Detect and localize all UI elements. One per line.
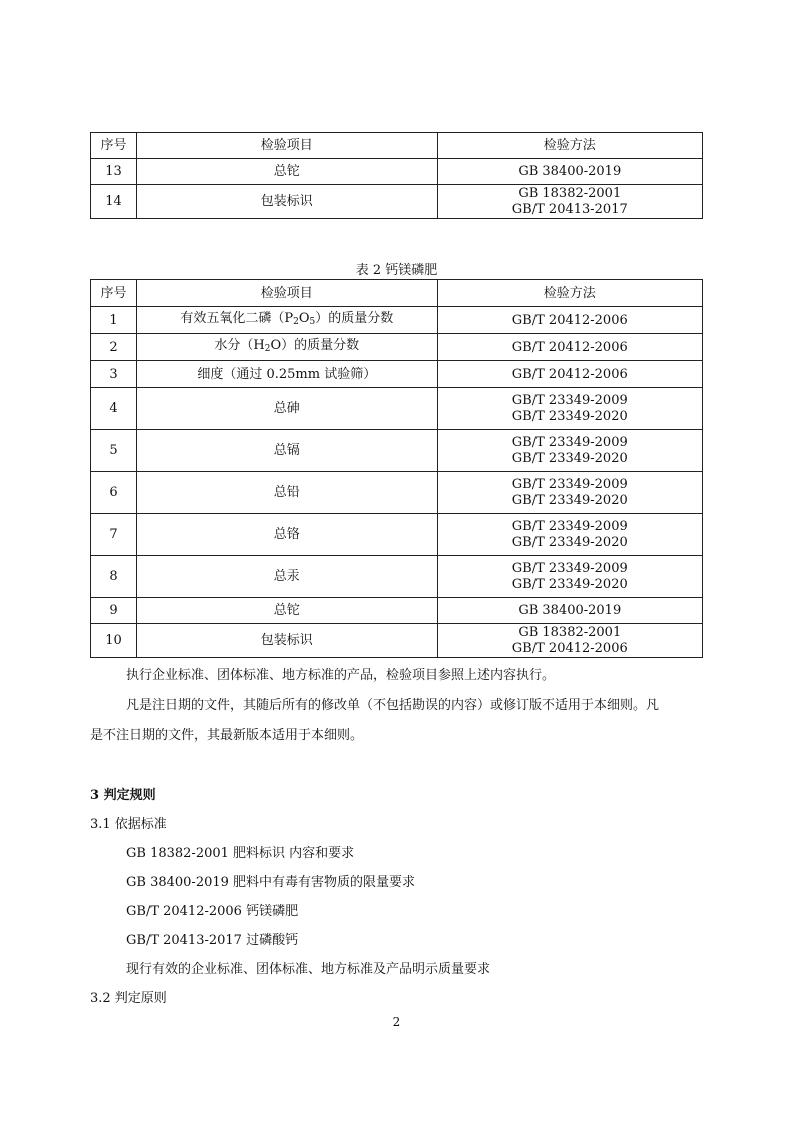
section-3-heading: 3 判定规则 — [90, 788, 156, 803]
cell-no: 6 — [91, 472, 137, 514]
cell-item — [137, 307, 437, 334]
header-cell: 序号 — [91, 280, 137, 307]
item-text: 水分（H — [214, 337, 265, 353]
method-line: GB/T 23349-2009 — [511, 476, 628, 492]
cell-item: 总铬 — [137, 514, 437, 556]
paragraph-2-line-1: 凡是注日期的文件，其随后所有的修改单（不包括勘误的内容）或修订版不适用于本细则。凡 — [126, 698, 660, 713]
cell-no: 2 — [91, 334, 137, 361]
cell-method: GB 38400-2019 — [437, 159, 702, 185]
cell-method: GB/T 20412-2006 — [437, 334, 702, 361]
cell-method — [437, 556, 702, 598]
cell-item: 总铊 — [137, 598, 437, 624]
section-3-1-heading: 3.1 依据标准 — [90, 817, 167, 832]
cell-item: 总镉 — [137, 430, 437, 472]
cell-method — [437, 514, 702, 556]
standard-item: GB/T 20412-2006 钙镁磷肥 — [126, 904, 299, 919]
item-text: O）的质量分数 — [270, 337, 360, 353]
cell-item: 总铅 — [137, 472, 437, 514]
method-line: GB/T 23349-2009 — [511, 560, 628, 576]
table-row — [91, 334, 703, 361]
header-cell: 检验项目 — [137, 133, 437, 159]
paragraph-1: 执行企业标准、团体标准、地方标准的产品，检验项目参照上述内容执行。 — [126, 668, 556, 683]
table-header-row — [91, 280, 703, 307]
cell-item: 细度（通过 0.25mm 试验筛） — [137, 361, 437, 388]
cell-no: 8 — [91, 556, 137, 598]
header-cell: 序号 — [91, 133, 137, 159]
cell-item — [137, 334, 437, 361]
table-1 — [90, 132, 703, 219]
table-row — [91, 472, 703, 514]
section-3-2-heading: 3.2 判定原则 — [90, 991, 167, 1006]
table-header-row — [91, 133, 703, 159]
item-text: 有效五氧化二磷（P — [180, 310, 294, 326]
subscript: 2 — [293, 316, 299, 327]
table-row — [91, 514, 703, 556]
cell-method — [437, 472, 702, 514]
item-text: O — [298, 310, 310, 326]
cell-item: 总铊 — [137, 159, 437, 185]
cell-method — [437, 388, 702, 430]
header-cell: 检验方法 — [437, 133, 702, 159]
item-text: ）的质量分数 — [315, 310, 394, 326]
paragraph-2-line-2: 是不注日期的文件，其最新版本适用于本细则。 — [90, 728, 364, 743]
table-2-caption: 表 2 钙镁磷肥 — [355, 263, 438, 278]
method-line: GB/T 20412-2006 — [511, 640, 628, 656]
header-cell: 检验项目 — [137, 280, 437, 307]
cell-no: 4 — [91, 388, 137, 430]
method-line: GB/T 23349-2009 — [511, 518, 628, 534]
table-row — [91, 307, 703, 334]
cell-item: 包装标识 — [137, 185, 437, 219]
standard-item: 现行有效的企业标准、团体标准、地方标准及产品明示质量要求 — [126, 962, 491, 977]
cell-no: 7 — [91, 514, 137, 556]
method-line: GB 18382-2001 — [518, 624, 622, 640]
cell-no: 10 — [91, 624, 137, 658]
cell-no: 3 — [91, 361, 137, 388]
cell-no: 1 — [91, 307, 137, 334]
cell-method: GB 38400-2019 — [437, 598, 702, 624]
table-row — [91, 159, 703, 185]
cell-item: 包装标识 — [137, 624, 437, 658]
subscript: 2 — [264, 343, 271, 354]
page-number: 2 — [392, 1015, 401, 1029]
table-row — [91, 185, 703, 219]
table-row — [91, 388, 703, 430]
standard-item: GB 38400-2019 肥料中有毒有害物质的限量要求 — [126, 875, 416, 890]
method-line: GB/T 23349-2009 — [511, 392, 628, 408]
table-row — [91, 624, 703, 658]
standard-item: GB/T 20413-2017 过磷酸钙 — [126, 933, 299, 948]
method-line: GB 18382-2001 — [518, 185, 622, 201]
method-line: GB/T 23349-2020 — [511, 534, 628, 550]
subscript: 5 — [309, 316, 316, 327]
method-line: GB/T 23349-2020 — [511, 576, 628, 592]
cell-method — [437, 185, 702, 219]
method-line: GB/T 23349-2020 — [511, 492, 628, 508]
cell-method — [437, 430, 702, 472]
cell-item: 总汞 — [137, 556, 437, 598]
cell-no: 13 — [91, 159, 137, 185]
method-line: GB/T 23349-2020 — [511, 450, 628, 466]
method-line: GB/T 23349-2009 — [511, 434, 628, 450]
method-line: GB/T 20413-2017 — [511, 201, 628, 217]
cell-no: 9 — [91, 598, 137, 624]
cell-no: 5 — [91, 430, 137, 472]
method-line: GB/T 23349-2020 — [511, 408, 628, 424]
table-row — [91, 430, 703, 472]
table-2 — [90, 279, 703, 658]
cell-method: GB/T 20412-2006 — [437, 361, 702, 388]
standard-item: GB 18382-2001 肥料标识 内容和要求 — [126, 846, 355, 861]
table-row — [91, 556, 703, 598]
header-cell: 检验方法 — [437, 280, 702, 307]
cell-no: 14 — [91, 185, 137, 219]
cell-method: GB/T 20412-2006 — [437, 307, 702, 334]
cell-method — [437, 624, 702, 658]
table-row — [91, 361, 703, 388]
cell-item: 总砷 — [137, 388, 437, 430]
table-row — [91, 598, 703, 624]
